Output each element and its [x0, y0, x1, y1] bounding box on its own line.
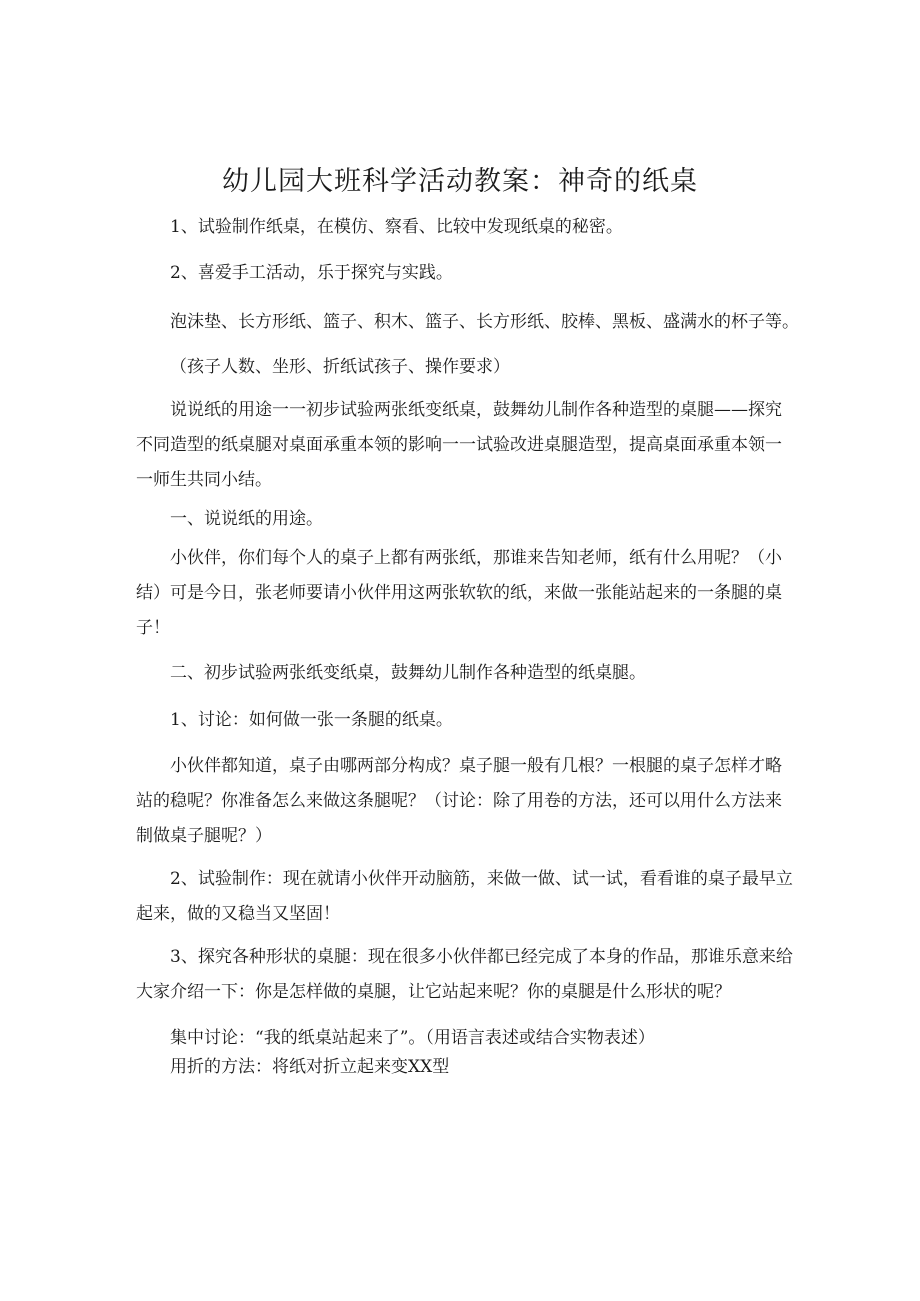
paragraph-process-overview: 说说纸的用途一一初步试验两张纸变纸桌，鼓舞幼儿制作各种造型的桌腿——探究不同造型的纸桌腿对桌面承重本领的影响一一试验改进桌腿造型，提高桌面承重本领一一师生共同小结。: [136, 400, 782, 490]
paragraph-preparation: （孩子人数、坐形、折纸试孩子、操作要求）: [170, 357, 510, 377]
paragraph-step-1: 1、讨论：如何做一张一条腿的纸桌。: [170, 710, 453, 730]
paragraph-materials: 泡沫垫、长方形纸、篮子、积木、篮子、长方形纸、胶棒、黑板、盛满水的杯子等。: [170, 312, 799, 332]
paragraph-objective-2: 2、喜爱手工活动，乐于探究与实践。: [170, 263, 453, 283]
paragraph-discussion: 集中讨论：“我的纸桌站起来了”。（用语言表述或结合实物表述）: [170, 1028, 655, 1048]
paragraph-step-2: 2、试验制作：现在就请小伙伴开动脑筋，来做一做、试一试，看看谁的桌子最早立起来，做的又稳当又坚固！: [136, 869, 793, 924]
paragraph-objective-1: 1、试验制作纸桌，在模仿、察看、比较中发现纸桌的秘密。: [170, 217, 623, 237]
paragraph-section-1: 一、说说纸的用途。: [170, 509, 323, 529]
page-title: 幼儿园大班科学活动教案：神奇的纸桌: [222, 166, 698, 197]
paragraph-step-1-body: 小伙伴都知道，桌子由哪两部分构成？桌子腿一般有几根？一根腿的桌子怎样才略站的稳呢？你准备怎么来做这条腿呢？（讨论：除了用卷的方法，还可以用什么方法来制做桌子腿呢？）: [136, 756, 782, 846]
paragraph-fold-method: 用折的方法：将纸对折立起来变XX型: [170, 1057, 450, 1077]
paragraph-section-2: 二、初步试验两张纸变纸桌，鼓舞幼儿制作各种造型的纸桌腿。: [170, 663, 646, 683]
paragraph-step-3: 3、探究各种形状的桌腿：现在很多小伙伴都已经完成了本身的作品，那谁乐意来给大家介绍一下：你是怎样做的桌腿，让它站起来呢？你的桌腿是什么形状的呢？: [136, 947, 793, 1002]
paragraph-section-1-body: 小伙伴，你们每个人的桌子上都有两张纸，那谁来告知老师，纸有什么用呢？（小结）可是今日，张老师要请小伙伴用这两张软软的纸，来做一张能站起来的一条腿的桌子！: [136, 548, 782, 638]
